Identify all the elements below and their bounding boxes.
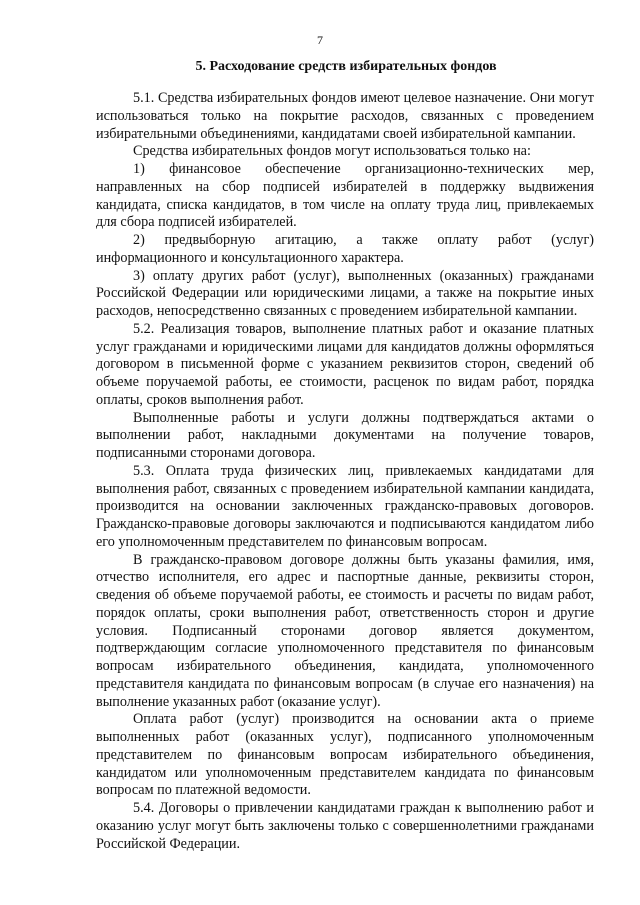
page-number: 7: [317, 33, 323, 47]
paragraph-usage-intro: Средства избирательных фондов могут использоваться только на:: [133, 143, 531, 160]
paragraph-usage-item-2: 2) предвыборную агитацию, а также оплату работ (услуг) информационного и консультационного характера.: [96, 232, 594, 266]
paragraph-5-2-acts: Выполненные работы и услуги должны подтверждаться актами о выполнении работ, накладными документами на получение товаров, подписанными сторонами договора.: [96, 409, 594, 461]
paragraph-5-4: 5.4. Договоры о привлечении кандидатами граждан к выполнению работ и оказанию услуг могут быть заключены только с совершеннолетними гражданами Российской Федерации.: [96, 800, 594, 852]
paragraph-5-3-contract: В гражданско-правовом договоре должны быть указаны фамилия, имя, отчество исполнителя, его адрес и паспортные данные, реквизиты сторон, сведения об объеме поручаемой работы, ее стоимость и расчеты по видам работ, порядок оплаты, сроки выполнения работ, ответственность сторон и другие условия. Подписанный сторонами договор является документом, подтверждающим согласие уполномоченного представителя по финансовым вопросам избирательного объединения, кандидата, уполномоченного представителя кандидата по финансовым вопросам (в случае его назначения) на выполнение указанных работ (оказание услуг).: [96, 551, 594, 710]
paragraph-5-1: 5.1. Средства избирательных фондов имеют целевое назначение. Они могут использоваться только на покрытие расходов, связанных с проведением избирательными объединениями, кандидатами своей избирательной кампании.: [96, 90, 594, 142]
paragraph-5-3: 5.3. Оплата труда физических лиц, привлекаемых кандидатами для выполнения работ, связанных с проведением избирательной кампании кандидата, производится на основании заключенных гражданско-правовых договоров. Гражданско-правовые договоры заключаются и подписываются кандидатом либо его уполномоченным представителем по финансовым вопросам.: [96, 462, 594, 550]
section-title: 5. Расходование средств избирательных фондов: [195, 59, 497, 74]
paragraph-usage-item-3: 3) оплату других работ (услуг), выполненных (оказанных) гражданами Российской Федерации или юридическими лицами, а также на покрытие иных расходов, непосредственно связанных с проведением избирательной кампании.: [96, 267, 594, 319]
paragraph-5-3-payment: Оплата работ (услуг) производится на основании акта о приеме выполненных работ (оказанных услуг), подписанного уполномоченным представителем по финансовым вопросам избирательного объединения, кандидатом или уполномоченным представителем кандидата по финансовым вопросам по платежной ведомости.: [96, 711, 594, 799]
paragraph-5-2: 5.2. Реализация товаров, выполнение платных работ и оказание платных услуг гражданами и юридическими лицами для кандидатов должны оформляться договором в письменной форме с указанием реквизитов сторон, сведений об объеме поручаемой работы, ее стоимости, расценок по видам работ, порядка оплаты, сроков выполнения работ.: [96, 320, 594, 408]
document-body: [96, 90, 594, 853]
paragraph-usage-item-1: 1) финансовое обеспечение организационно-технических мер, направленных на сбор подписей избирателей в поддержку выдвижения кандидата, списка кандидатов, в том числе на оплату труда лиц, привлекаемых для сбора подписей избирателей.: [96, 161, 594, 231]
